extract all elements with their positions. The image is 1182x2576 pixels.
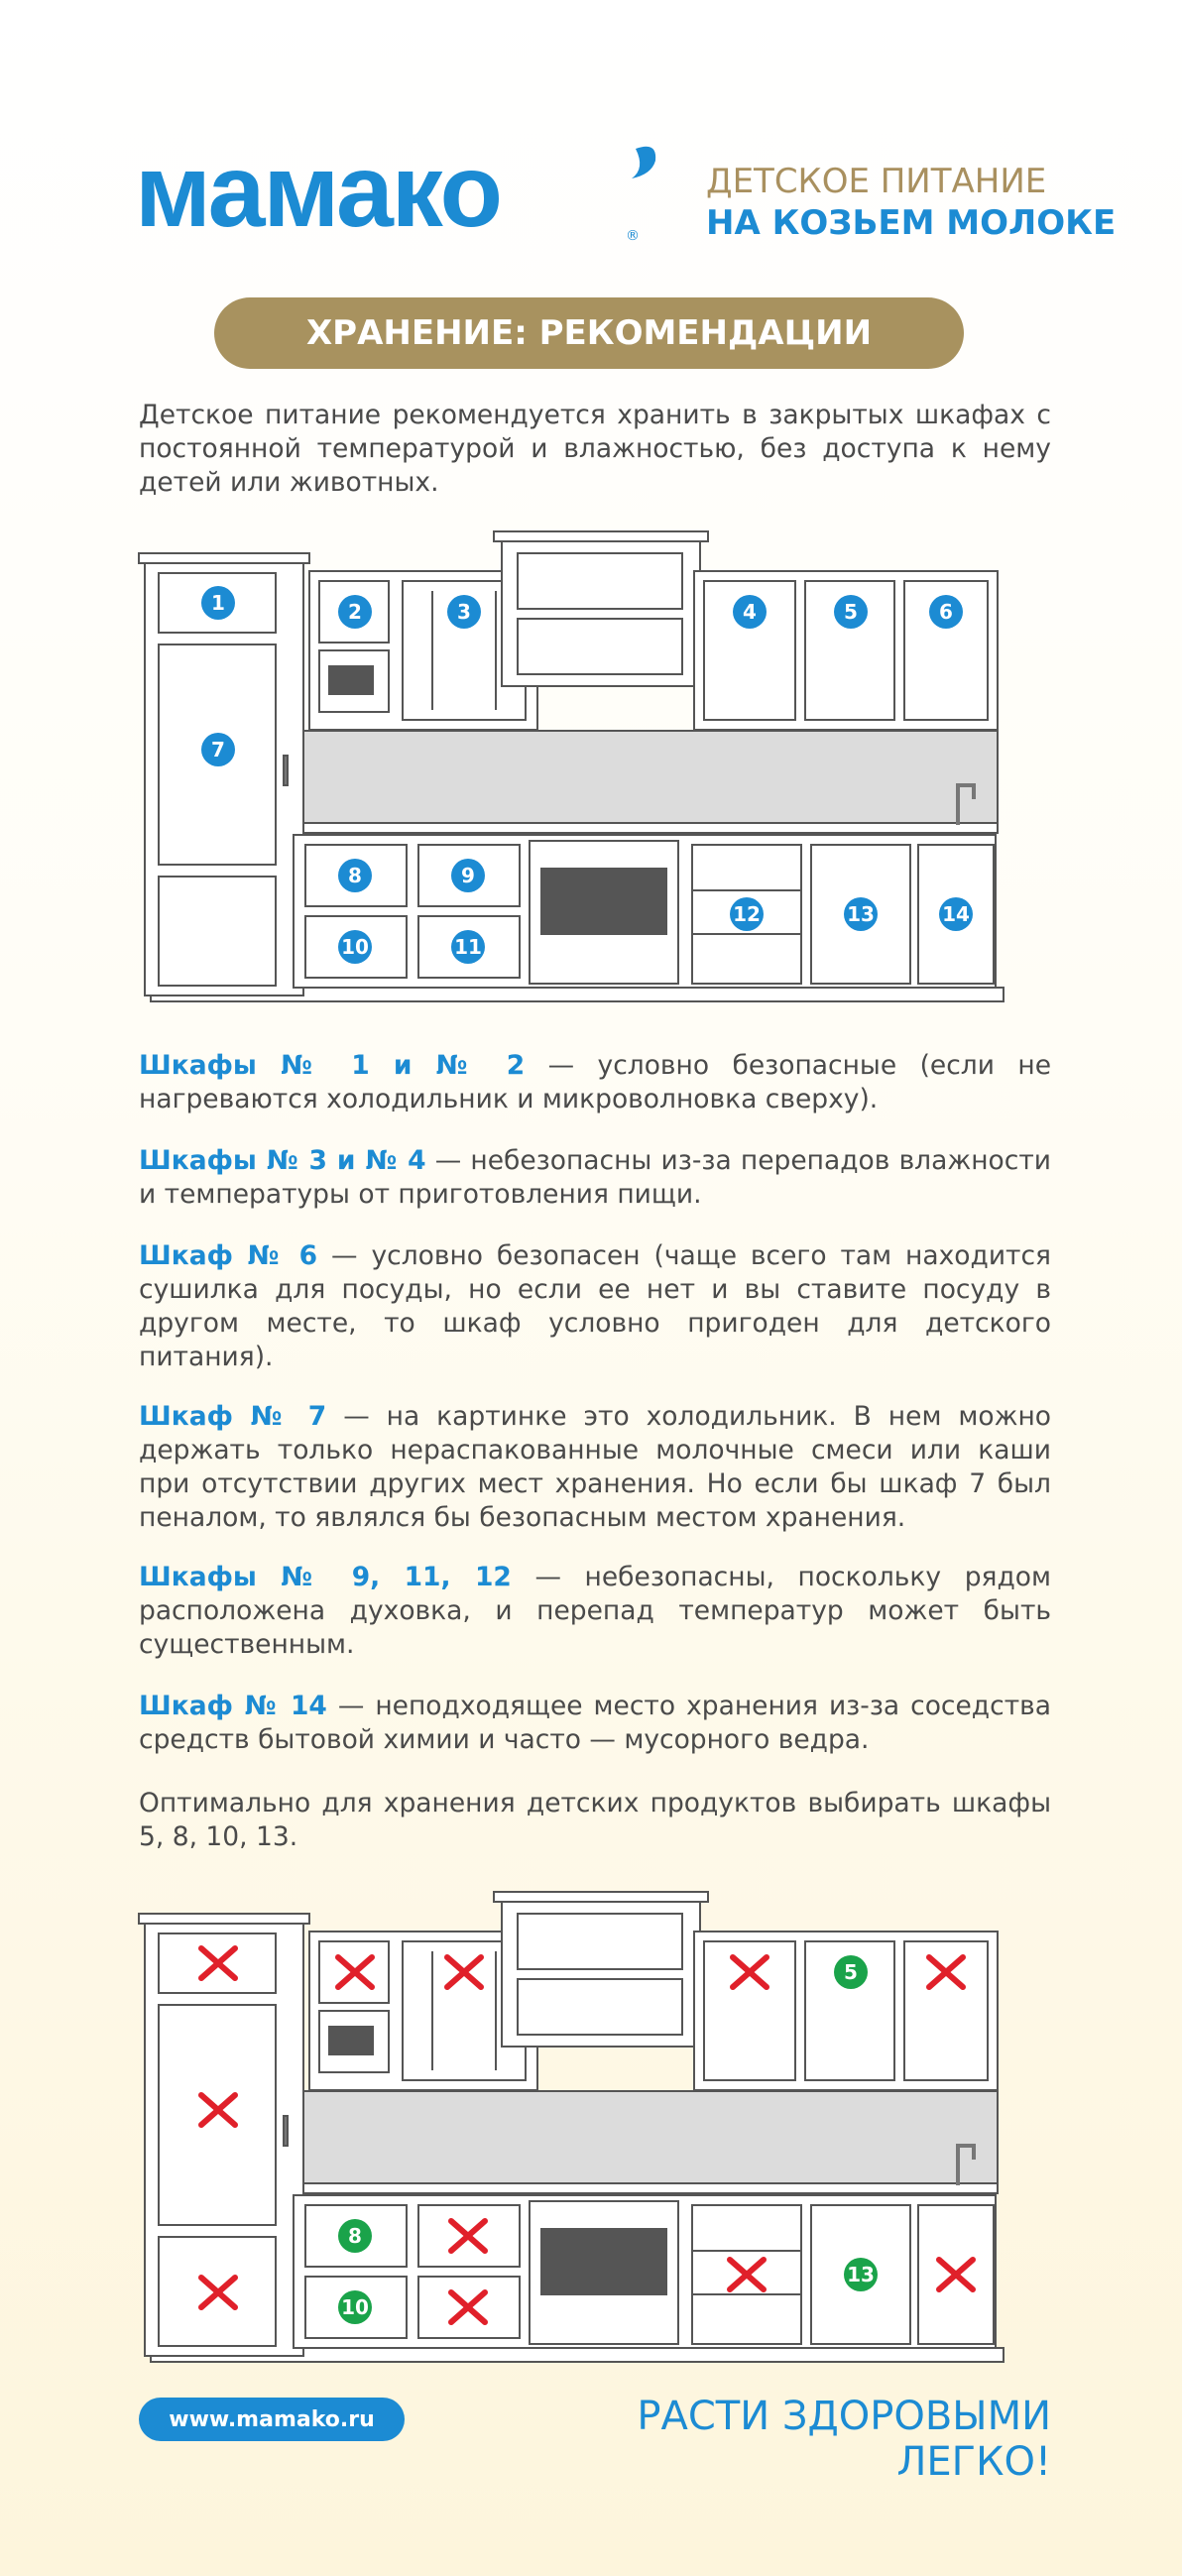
item-5 (139, 1561, 1051, 1662)
tagline-line1: ДЕТСКОЕ ПИТАНИЕ (706, 162, 1047, 201)
fridge-handle (284, 2116, 288, 2146)
cabinet-badge-2 (338, 595, 372, 629)
hood-panel-1 (518, 1914, 682, 1969)
countertop (294, 2183, 998, 2193)
item-label: Шкаф № 6 (139, 1240, 318, 1271)
tall-cabinet-top (139, 553, 309, 563)
svg-text:®: ® (626, 228, 640, 244)
logo-text: мамако (135, 139, 502, 248)
backsplash (303, 731, 998, 830)
tall-cabinet-top (139, 1914, 309, 1924)
cabinet-badge-11 (451, 930, 485, 964)
mamako-logo (135, 139, 670, 248)
microwave-window (329, 666, 373, 694)
door-tall-bottom (159, 877, 276, 986)
fridge-handle (284, 756, 288, 785)
item-label: Шкафы № 9, 11, 12 (139, 1562, 512, 1592)
hood-top (494, 531, 708, 541)
badge-number: 11 (454, 935, 482, 959)
cabinet-badge-10 (338, 930, 372, 964)
oven-window (541, 2229, 666, 2294)
hood-top (494, 1892, 708, 1902)
cabinet-badge-6 (929, 595, 963, 629)
cabinet-badge-1 (201, 586, 235, 620)
cabinet-badge-13 (844, 2258, 878, 2291)
cabinet-badge-3 (447, 595, 481, 629)
backsplash (303, 2091, 998, 2190)
cabinet-badge-10 (338, 2290, 372, 2324)
item-text: — небезопасны, поскольку рядом расположена духовка, и перепад температур может быть существенным. (139, 1562, 1051, 1660)
badge-number: 5 (844, 1960, 858, 1984)
badge-number: 6 (939, 600, 953, 624)
item-text: — условно безопасен (чаще всего там находится сушилка для посуды, но если ее нет и вы ставите посуду в другом месте, то шкаф условно пригоден для детского питания). (139, 1240, 1051, 1372)
logo-leaf-icon (632, 147, 655, 178)
door-6 (904, 1941, 988, 2080)
website-link[interactable]: www.mamako.ru (139, 2398, 405, 2441)
badge-number: 8 (348, 2224, 362, 2248)
cabinet-badge-12 (730, 897, 764, 931)
item-3 (139, 1239, 1051, 1374)
cabinet-badge-5 (834, 595, 868, 629)
badge-number: 8 (348, 864, 362, 887)
item-text: — на картинке это холодильник. В нем можно держать только нераспакованные молочные смеси или каши при отсутствии других мест хранения. Но если бы шкаф 7 был пеналом, то являлся бы безопасным местом хранения. (139, 1401, 1051, 1533)
cabinet-badge-13 (844, 897, 878, 931)
badge-number: 14 (942, 902, 970, 926)
kitchen-diagram-numbered (135, 527, 1051, 1013)
cabinet-badge-8 (338, 2219, 372, 2253)
page-title: ХРАНЕНИЕ: РЕКОМЕНДАЦИИ (214, 297, 964, 369)
item-label: Шкафы № 3 и № 4 (139, 1145, 426, 1176)
badge-number: 12 (733, 902, 761, 926)
hood-panel-2 (518, 1979, 682, 2035)
intro-paragraph: Детское питание рекомендуется хранить в закрытых шкафах с постоянной температурой и влажностью, без доступа к нему детей или животных. (139, 400, 1051, 498)
item-label: Шкаф № 14 (139, 1691, 327, 1721)
oven-window (541, 869, 666, 934)
badge-number: 13 (847, 902, 875, 926)
item-text: — условно безопасные (если не нагреваются холодильник и микроволновка сверху). (139, 1050, 1051, 1114)
hood-panel-2 (518, 619, 682, 674)
cabinet-badge-4 (733, 595, 767, 629)
cabinet-badge-14 (939, 897, 973, 931)
item-label: Шкаф № 7 (139, 1401, 327, 1432)
badge-number: 7 (211, 738, 225, 761)
slogan: РАСТИ ЗДОРОВЫМИ ЛЕГКО! (637, 2394, 1051, 2485)
badge-number: 10 (341, 935, 369, 959)
cabinet-badge-8 (338, 859, 372, 892)
door-4 (704, 1941, 795, 2080)
tagline-line2: НА КОЗЬЕМ МОЛОКЕ (706, 203, 1117, 243)
item-6 (139, 1690, 1051, 1757)
item-text: — неподходящее место хранения из-за соседства средств бытовой химии и часто — мусорного ведра. (139, 1691, 1051, 1755)
door-7 (159, 2005, 276, 2225)
conclusion-paragraph: Оптимально для хранения детских продуктов выбирать шкафы 5, 8, 10, 13. (139, 1788, 1051, 1852)
badge-number: 1 (211, 591, 225, 615)
cabinet-badge-7 (201, 733, 235, 766)
item-1 (139, 1049, 1051, 1116)
microwave-window (329, 2027, 373, 2054)
item-4 (139, 1400, 1051, 1535)
badge-number: 4 (743, 600, 757, 624)
badge-number: 10 (341, 2295, 369, 2319)
item-label: Шкафы № 1 и № 2 (139, 1050, 526, 1081)
badge-number: 5 (844, 600, 858, 624)
cabinet-badge-5 (834, 1955, 868, 1989)
badge-number: 9 (461, 864, 475, 887)
badge-number: 3 (457, 600, 471, 624)
countertop (294, 823, 998, 833)
badge-number: 2 (348, 600, 362, 624)
item-2 (139, 1144, 1051, 1212)
tagline (706, 161, 1116, 244)
item-text: — небезопасны из-за перепадов влажности и температуры от приготовления пищи. (139, 1145, 1052, 1210)
badge-number: 13 (847, 2263, 875, 2286)
cabinet-badge-9 (451, 859, 485, 892)
hood-panel-1 (518, 553, 682, 609)
kitchen-diagram-marked (135, 1888, 1051, 2374)
